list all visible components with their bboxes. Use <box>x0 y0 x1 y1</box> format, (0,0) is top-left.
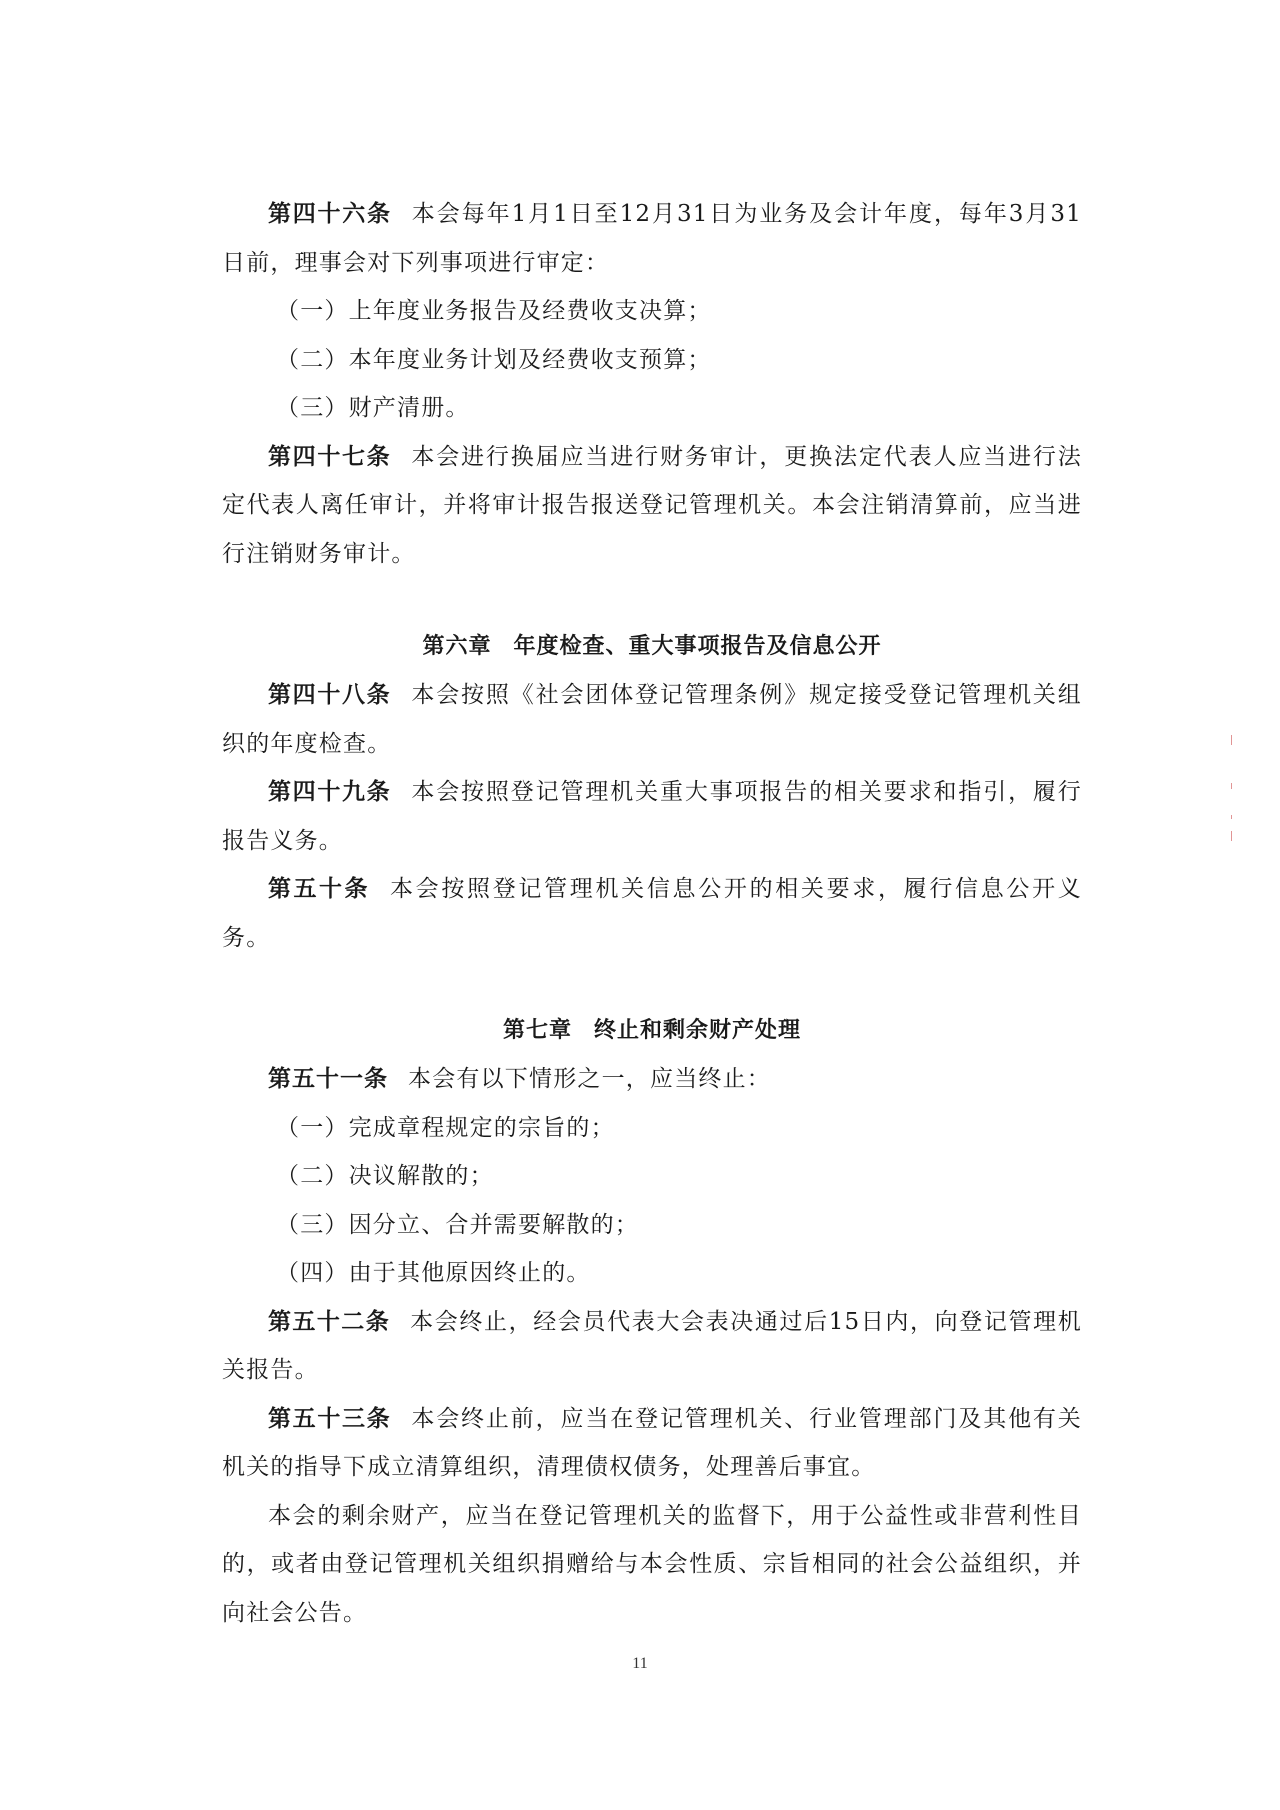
document-body <box>222 190 1082 1637</box>
article-label: 第五十一条 <box>268 1066 388 1092</box>
page-number: 11 <box>632 1655 648 1672</box>
article-label: 第五十条 <box>268 876 370 902</box>
list-item: （二）本年度业务计划及经费收支预算； <box>276 346 712 373</box>
article-text: 本会每年1月1日至12月31日为业务及会计年度，每年3月31日前，理事会对下列事项进行审定： <box>222 201 1083 276</box>
article-label: 第四十六条 <box>268 201 392 227</box>
article-text: 本会终止前，应当在登记管理机关、行业管理部门及其他有关机关的指导下成立清算组织，清理债权债务，处理善后事宜。 <box>222 1405 1083 1480</box>
article-text: 本会终止，经会员代表大会表决通过后15日内，向登记管理机关报告。 <box>222 1308 1082 1383</box>
article-text: 本会按照登记管理机关信息公开的相关要求，履行信息公开义务。 <box>222 876 1083 951</box>
list-item: （一）完成章程规定的宗旨的； <box>276 1114 615 1141</box>
article-label: 第四十九条 <box>268 779 392 805</box>
article-text: 本会进行换届应当进行财务审计，更换法定代表人应当进行法定代表人离任审计，并将审计报告报送登记管理机关。本会注销清算前，应当进行注销财务审计。 <box>222 443 1083 567</box>
list-item: （二）决议解散的； <box>276 1163 494 1189</box>
chapter-6-heading <box>222 623 1082 671</box>
list-item: （三）财产清册。 <box>276 395 470 421</box>
article-48 <box>222 671 1082 768</box>
article-46 <box>222 190 1082 287</box>
list-item: （一）上年度业务报告及经费收支决算； <box>276 298 712 324</box>
article-51 <box>222 1055 1082 1104</box>
chapter-title: 终止和剩余财产处理 <box>594 1018 802 1043</box>
article-49 <box>222 768 1082 865</box>
article-text: 本会有以下情形之一，应当终止： <box>408 1066 771 1092</box>
article-text: 本会按照登记管理机关重大事项报告的相关要求和指引，履行报告义务。 <box>222 779 1083 854</box>
chapter-number: 第七章 <box>502 1018 572 1043</box>
article-label: 第四十八条 <box>268 682 392 708</box>
article-53 <box>222 1395 1082 1492</box>
chapter-title: 年度检查、重大事项报告及信息公开 <box>513 634 882 659</box>
chapter-7-heading <box>222 1007 1082 1055</box>
scan-margin-marks <box>1231 735 1234 845</box>
article-47 <box>222 433 1082 579</box>
list-item: （四）由于其他原因终止的。 <box>276 1260 591 1286</box>
article-52 <box>222 1298 1082 1395</box>
article-50 <box>222 865 1082 962</box>
article-label: 第五十三条 <box>268 1405 392 1432</box>
article-label: 第四十七条 <box>268 443 392 470</box>
article-text: 本会按照《社会团体登记管理条例》规定接受登记管理机关组织的年度检查。 <box>222 682 1083 757</box>
chapter-number: 第六章 <box>422 634 492 659</box>
closing-paragraph: 本会的剩余财产，应当在登记管理机关的监督下，用于公益性或非营利性目的，或者由登记管理机关组织捐赠给与本会性质、宗旨相同的社会公益组织，并向社会公告。 <box>222 1502 1082 1626</box>
list-item: （三）因分立、合并需要解散的； <box>276 1211 639 1238</box>
article-label: 第五十二条 <box>268 1308 391 1335</box>
